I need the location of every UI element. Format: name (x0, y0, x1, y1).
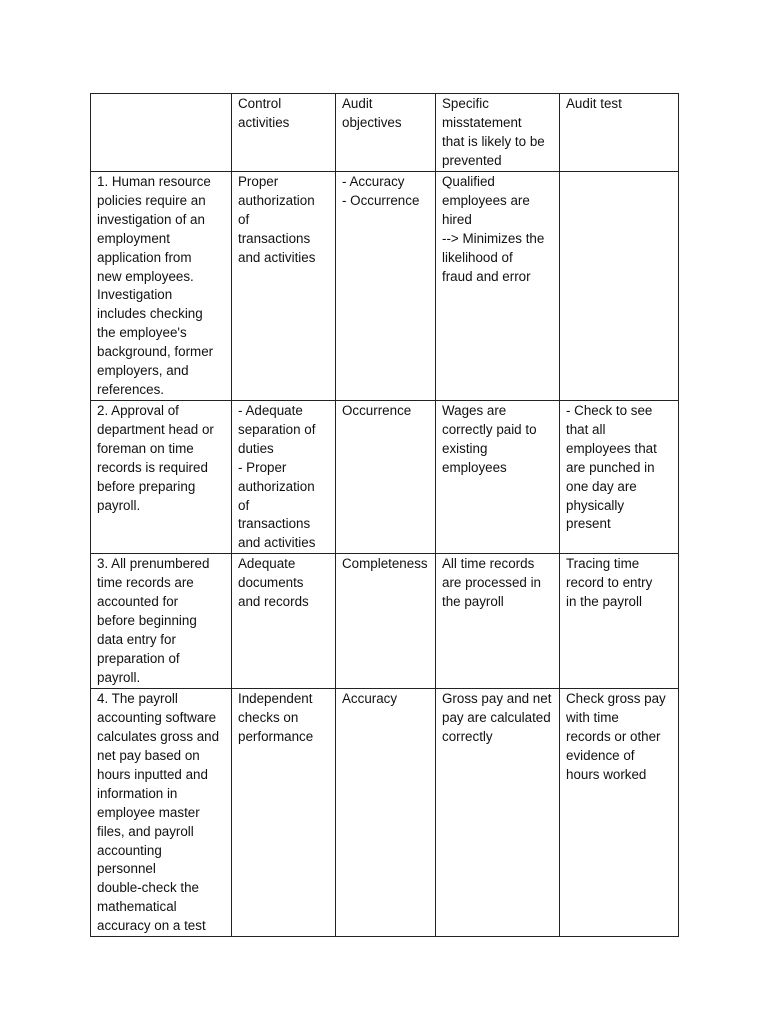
cell-control-description: 4. The payroll accounting software calculates gross and net pay based on hours inputted and information in employee master files, and payroll accounting personnel double-check the mathematical accuracy on a test (91, 689, 232, 937)
cell-specific-misstatement: All time records are processed in the payroll (436, 554, 560, 689)
cell-control-activities: Adequate documents and records (232, 554, 336, 689)
cell-control-activities: Independent checks on performance (232, 689, 336, 937)
cell-audit-objectives: Completeness (336, 554, 436, 689)
audit-controls-table (90, 93, 679, 937)
cell-control-description: 3. All prenumbered time records are accounted for before beginning data entry for preparation of payroll. (91, 554, 232, 689)
cell-audit-objectives: - Accuracy - Occurrence (336, 172, 436, 401)
table-header-row (91, 94, 679, 172)
cell-control-description: 2. Approval of department head or foreman on time records is required before preparing payroll. (91, 401, 232, 554)
header-cell-specific-misstatement: Specific misstatement that is likely to be prevented (436, 94, 560, 172)
header-cell-audit-objectives: Audit objectives (336, 94, 436, 172)
table-row (91, 689, 679, 937)
cell-audit-objectives: Accuracy (336, 689, 436, 937)
table-row (91, 554, 679, 689)
header-cell-blank (91, 94, 232, 172)
table-row (91, 172, 679, 401)
table-row (91, 401, 679, 554)
cell-audit-test (560, 172, 679, 401)
cell-audit-test: Check gross pay with time records or other evidence of hours worked (560, 689, 679, 937)
cell-specific-misstatement: Gross pay and net pay are calculated correctly (436, 689, 560, 937)
cell-audit-objectives: Occurrence (336, 401, 436, 554)
header-cell-audit-test: Audit test (560, 94, 679, 172)
cell-audit-test: Tracing time record to entry in the payroll (560, 554, 679, 689)
cell-control-activities: - Adequate separation of duties - Proper authorization of transactions and activities (232, 401, 336, 554)
cell-specific-misstatement: Wages are correctly paid to existing employees (436, 401, 560, 554)
cell-control-activities: Proper authorization of transactions and activities (232, 172, 336, 401)
cell-audit-test: - Check to see that all employees that are punched in one day are physically present (560, 401, 679, 554)
header-cell-control-activities: Control activities (232, 94, 336, 172)
cell-control-description: 1. Human resource policies require an investigation of an employment application from new employees. Investigation includes checking the employee's background, former employers, and references. (91, 172, 232, 401)
cell-specific-misstatement: Qualified employees are hired --> Minimizes the likelihood of fraud and error (436, 172, 560, 401)
